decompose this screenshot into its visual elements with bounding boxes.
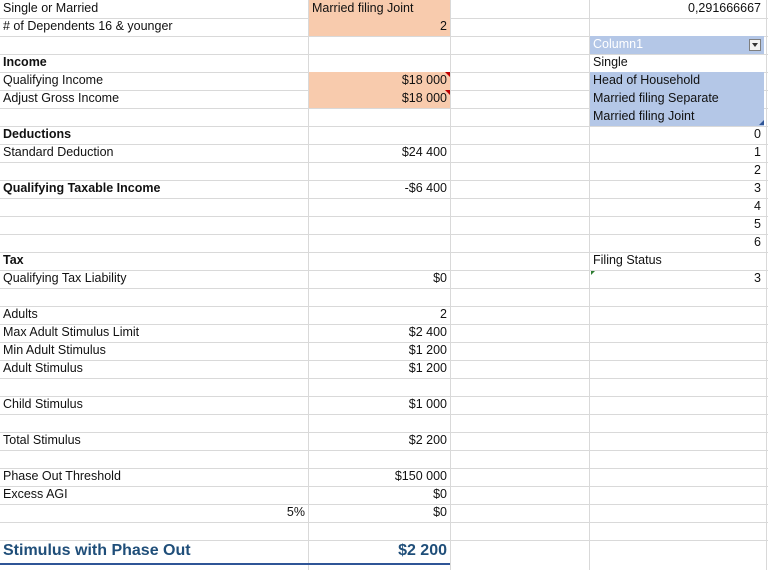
label-min-adult[interactable]: Min Adult Stimulus [3,343,106,357]
label-tax-liability[interactable]: Qualifying Tax Liability [3,271,127,285]
phase-rate-value[interactable]: $0 [433,505,447,519]
standard-deduction-value[interactable]: $24 400 [401,145,447,159]
qualifying-taxable-value[interactable]: -$6 400 [404,181,447,195]
number-cell[interactable]: 3 [754,181,761,195]
ratio-value[interactable]: 0,291666667 [688,1,761,15]
number-cell[interactable]: 1 [754,145,761,159]
section-income[interactable]: Income [3,55,47,69]
qualifying-income-input[interactable]: $18 000 [401,73,447,87]
filter-dropdown-icon[interactable] [749,39,761,51]
label-excess-agi[interactable]: Excess AGI [3,487,68,501]
table-resize-handle-icon[interactable] [759,120,764,125]
label-single-married[interactable]: Single or Married [3,1,99,15]
table-item[interactable]: Married filing Joint [590,108,764,126]
number-cell[interactable]: 0 [754,127,761,141]
section-tax[interactable]: Tax [3,253,24,267]
phase-rate-pct[interactable]: 5% [286,505,305,519]
grid-row-line [0,288,768,289]
stimulus-phase-out-value[interactable]: $2 200 [398,542,447,559]
number-cell[interactable]: 5 [754,217,761,231]
table-item[interactable]: Head of Household [590,72,764,90]
label-adults[interactable]: Adults [3,307,38,321]
agi-input[interactable]: $18 000 [401,91,447,105]
grid-row-line [0,378,768,379]
grid-row-line [0,450,768,451]
label-standard-deduction[interactable]: Standard Deduction [3,145,114,159]
max-adult-value[interactable]: $2 400 [408,325,447,339]
number-cell[interactable]: 2 [754,163,761,177]
number-cell[interactable]: 4 [754,199,761,213]
tax-liability-value[interactable]: $0 [433,271,447,285]
label-adult-stimulus[interactable]: Adult Stimulus [3,361,83,375]
label-max-adult[interactable]: Max Adult Stimulus Limit [3,325,140,339]
table-item[interactable]: Married filing Separate [590,90,764,108]
grid-column-line [766,0,767,570]
label-dependents[interactable]: # of Dependents 16 & younger [3,19,173,33]
table-item[interactable]: Single [593,55,628,69]
table-header-column1[interactable]: Column1 [590,36,764,54]
label-total-stimulus[interactable]: Total Stimulus [3,433,81,447]
total-stimulus-value[interactable]: $2 200 [408,433,447,447]
grid-row-line [0,414,768,415]
total-underline [0,563,450,565]
label-qualifying-taxable[interactable]: Qualifying Taxable Income [3,181,161,195]
dependents-input[interactable]: 2 [440,19,447,33]
label-stimulus-phase-out[interactable]: Stimulus with Phase Out [3,542,191,559]
grid-column-line [450,0,451,570]
number-cell[interactable]: 6 [754,235,761,249]
excess-agi-value[interactable]: $0 [433,487,447,501]
label-agi[interactable]: Adjust Gross Income [3,91,120,105]
label-phase-out-threshold[interactable]: Phase Out Threshold [3,469,121,483]
label-filing-status[interactable]: Filing Status [593,253,662,267]
min-adult-value[interactable]: $1 200 [408,343,447,357]
adult-stimulus-value[interactable]: $1 200 [408,361,447,375]
label-qualifying-income[interactable]: Qualifying Income [3,73,104,87]
phase-out-threshold-value[interactable]: $150 000 [394,469,447,483]
adults-value[interactable]: 2 [440,307,447,321]
filing-type-select[interactable]: Married filing Joint [312,1,414,15]
child-stimulus-value[interactable]: $1 000 [408,397,447,411]
section-deductions[interactable]: Deductions [3,127,72,141]
filing-status-value[interactable]: 3 [754,271,761,285]
grid-row-line [0,522,768,523]
error-indicator-icon [591,271,595,275]
label-child-stimulus[interactable]: Child Stimulus [3,397,83,411]
